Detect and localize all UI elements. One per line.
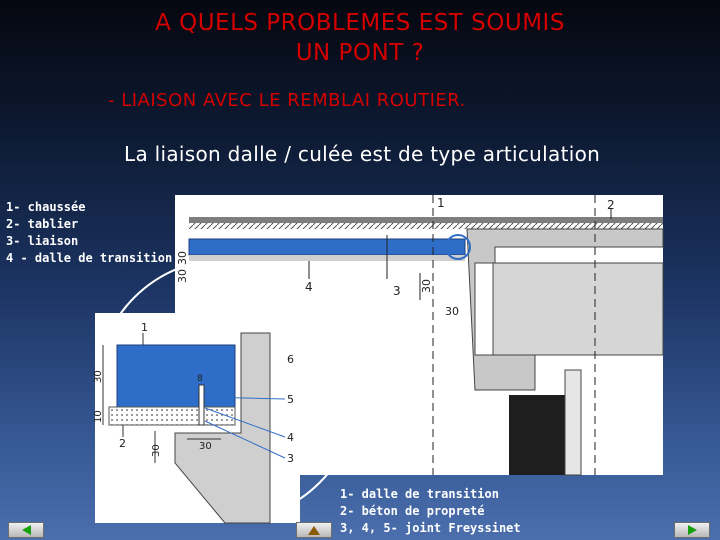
- main-label-2: 2: [607, 198, 615, 212]
- main-dim-30-d: 30: [445, 305, 459, 318]
- detail-label-2: 2: [119, 437, 126, 450]
- detail-label-6: 6: [287, 353, 294, 366]
- chaussee-layer: [189, 217, 663, 223]
- tablier-layer: [189, 223, 663, 229]
- legend-top: [6, 199, 172, 267]
- detail-dim-8: 8: [197, 374, 203, 384]
- culee-body: [493, 263, 663, 355]
- slide-title: [0, 8, 720, 68]
- detail-label-4: 4: [287, 431, 294, 444]
- detail-dim-30-c: 30: [199, 441, 212, 452]
- detail-dim-30-b: 30: [151, 444, 162, 457]
- detail-label-5: 5: [287, 393, 294, 406]
- right-arrow-icon: [688, 525, 697, 535]
- slide-subtitle: - LIAISON AVEC LE REMBLAI ROUTIER.: [108, 90, 466, 111]
- detail-dim-30-a: 30: [93, 370, 104, 383]
- main-dim-30-a: 30: [176, 251, 189, 265]
- detail-label-3: 3: [287, 452, 294, 465]
- pile: [565, 370, 581, 475]
- main-label-1: 1: [437, 196, 445, 210]
- detail-beton-proprete: [109, 407, 235, 425]
- legend-top-item-1: 1- chaussée: [6, 200, 86, 214]
- detail-label-1: 1: [141, 321, 148, 334]
- legend-top-item-3: 3- liaison: [6, 234, 79, 248]
- appareil-appui: [509, 395, 565, 475]
- legend-bottom-item-3: 3, 4, 5- joint Freyssinet: [340, 521, 521, 535]
- legend-top-item-4: 4 - dalle de transition: [6, 251, 173, 265]
- legend-bottom-item-1: 1- dalle de transition: [340, 487, 499, 501]
- detail-figure: [95, 313, 300, 523]
- previous-slide-button[interactable]: [8, 522, 44, 538]
- detail-joint: [199, 385, 204, 425]
- main-dim-30-b: 30: [176, 269, 189, 283]
- main-dim-30-c: 30: [420, 279, 433, 293]
- beton-proprete: [189, 255, 465, 261]
- main-label-3: 3: [393, 284, 401, 298]
- home-icon: [308, 526, 320, 535]
- title-line-2: UN PONT ?: [295, 40, 425, 66]
- home-button[interactable]: [296, 522, 332, 538]
- legend-bottom-item-2: 2- béton de propreté: [340, 504, 485, 518]
- legend-bottom: [340, 486, 521, 537]
- legend-top-item-2: 2- tablier: [6, 217, 79, 231]
- dalle-transition: [189, 239, 465, 255]
- main-label-4: 4: [305, 280, 313, 294]
- slide-caption: La liaison dalle / culée est de type articulation: [124, 142, 601, 166]
- title-line-1: A QUELS PROBLEMES EST SOUMIS: [155, 10, 565, 36]
- left-arrow-icon: [22, 525, 31, 535]
- next-slide-button[interactable]: [674, 522, 710, 538]
- detail-dim-10: 10: [93, 410, 104, 423]
- detail-drawing: [95, 313, 300, 523]
